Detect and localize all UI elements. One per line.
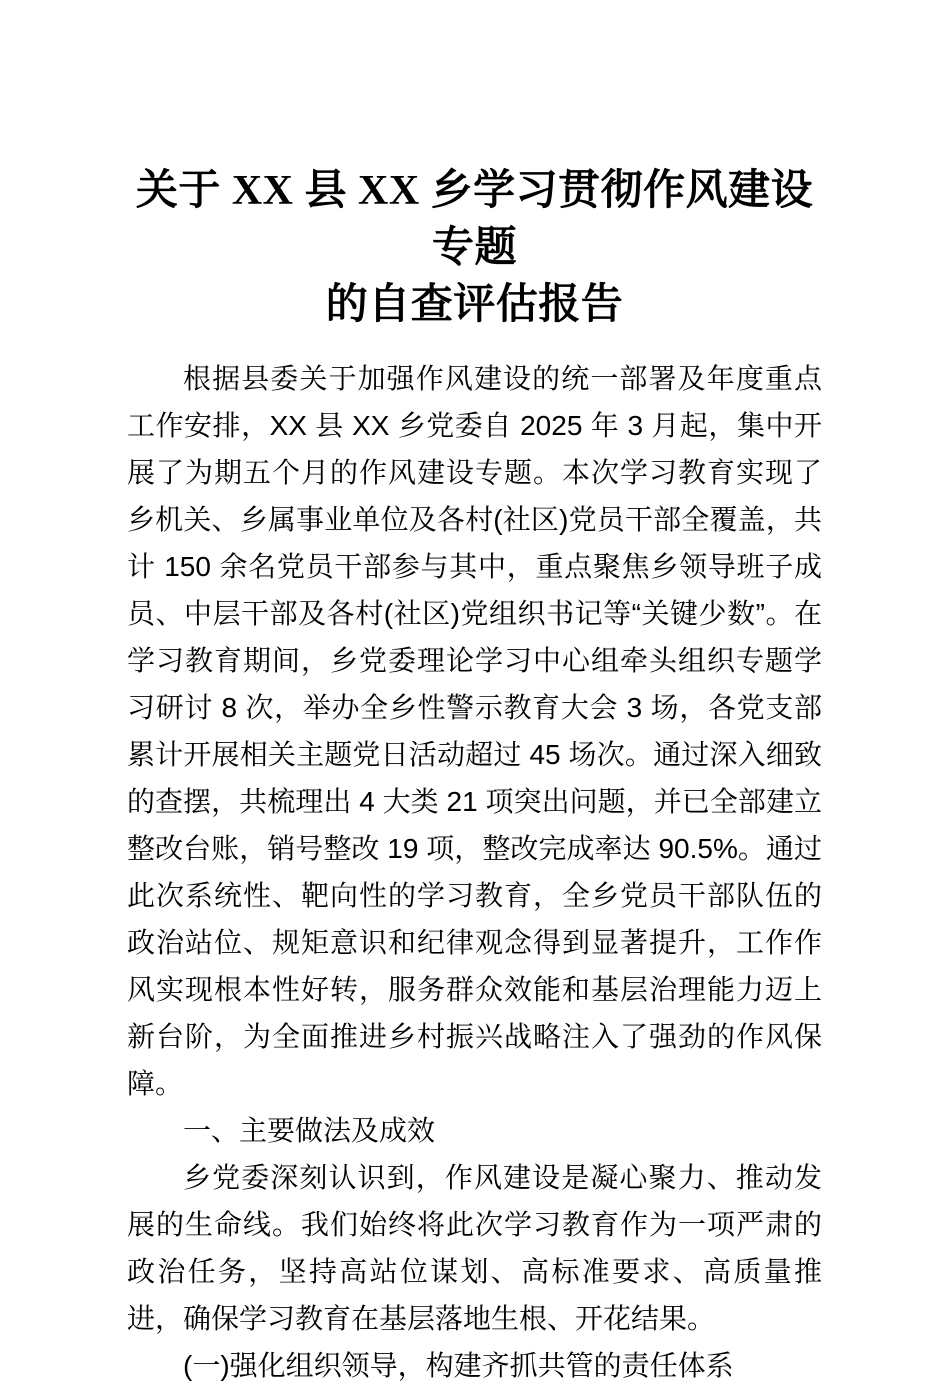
paragraph-overview: 根据县委关于加强作风建设的统一部署及年度重点工作安排，XX 县 XX 乡党委自 2025 年 3 月起，集中开展了为期五个月的作风建设专题。本次学习教育实现了乡机关、乡属事业单位及各村(社区)党员干部全覆盖，共计 150 余名党员干部参与其中，重点聚焦乡领导班子成员、中层干部及各村(社区)党组织书记等“关键少数”。在学习教育期间，乡党委理论学习中心组牵头组织专题学习研讨 8 次，举办全乡性警示教育大会 3 场，各党支部累计开展相关主题党日活动超过 45 场次。通过深入细致的查摆，共梳理出 4 大类 21 项突出问题，并已全部建立整改台账，销号整改 19 项，整改完成率达 90.5%。通过此次系统性、靶向性的学习教育，全乡党员干部队伍的政治站位、规矩意识和纪律观念得到显著提升，工作作风实现根本性好转，服务群众效能和基层治理能力迈上新台阶，为全面推进乡村振兴战略注入了强劲的作风保障。: [127, 363, 822, 1099]
document-title-line-2: 的自查评估报告: [325, 282, 624, 328]
paragraph-understanding: 乡党委深刻认识到，作风建设是凝心聚力、推动发展的生命线。我们始终将此次学习教育作为一项严肃的政治任务，坚持高站位谋划、高标准要求、高质量推进，确保学习教育在基层落地生根、开花结果。: [127, 1162, 822, 1334]
document-title: [127, 163, 822, 334]
section-heading-main-practices: 一、主要做法及成效: [183, 1115, 436, 1146]
document-body: [127, 355, 822, 1389]
subsection-heading-organization-leadership: (一)强化组织领导，构建齐抓共管的责任体系: [183, 1350, 734, 1381]
document-title-line-1: 关于 XX 县 XX 乡学习贯彻作风建设专题: [135, 168, 814, 271]
